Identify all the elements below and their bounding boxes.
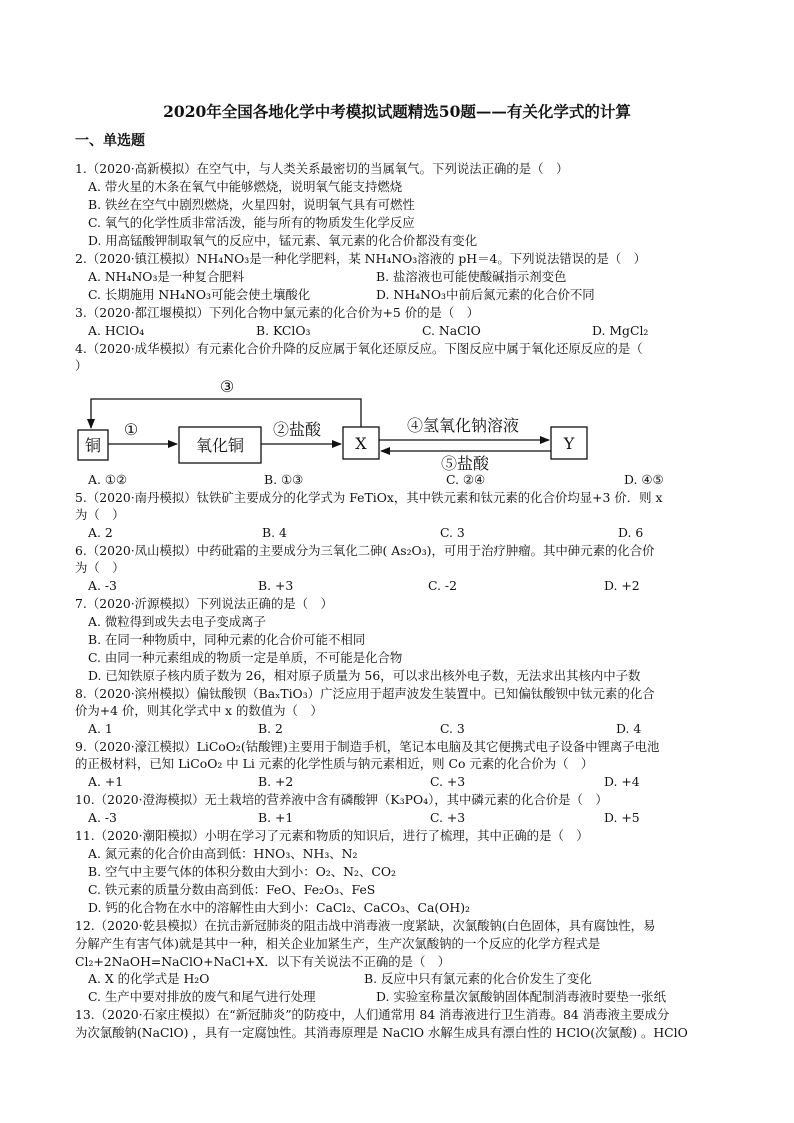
question-12-stem: 12.（2020·乾县模拟）在抗击新冠肺炎的阻击战中消毒液一度紧缺，次氯酸钠(白色固体，具有腐蚀性，易 (75, 918, 656, 933)
question-4-option-c: C. ②④ (446, 472, 486, 487)
question-11-option-a: A. 氮元素的化合价由高到低：HNO₃、NH₃、N₂ (88, 846, 358, 861)
question-7-option-b: B. 在同一种物质中，同种元素的化合价可能不相同 (88, 632, 366, 647)
question-9-option-d: D. +4 (604, 774, 640, 789)
question-1-stem: 1.（2020·高新模拟）在空气中，与人类关系最密切的当属氧气。下列说法正确的是（ ） (75, 161, 569, 176)
question-8-stem: 8.（2020·滨州模拟）偏钛酸钡（BaₓTiO₃）广泛应用于超声波发生装置中。已知偏钛酸钡中钛元素的化合 (75, 686, 655, 701)
question-12-option-c: C. 生产中要对排放的废气和尾气进行处理 (88, 989, 316, 1004)
arrow-1-label: ① (123, 420, 139, 439)
reaction-diagram (75, 372, 615, 472)
question-12-stem-line3: Cl₂+2NaOH=NaClO+NaCl+X．以下有关说法不正确的是（ ） (75, 954, 451, 969)
question-6-stem-end: 为（ ） (75, 560, 125, 575)
question-4-option-a: A. ①② (88, 472, 128, 487)
question-12-option-d: D. 实验室称量次氯酸钠固体配制消毒液时要垫一张纸 (376, 989, 666, 1004)
question-5-option-d: D. 6 (618, 525, 644, 540)
question-7-option-a: A. 微粒得到或失去电子变成离子 (88, 614, 266, 629)
question-9-option-c: C. +3 (430, 774, 466, 789)
question-5-stem-end: 为（ ） (75, 507, 125, 522)
question-4-option-b: B. ①③ (264, 472, 304, 487)
question-1-option-a: A. 带火星的木条在氧气中能够燃烧，说明氧气能支持燃烧 (88, 179, 403, 194)
question-3-stem: 3.（2020·都江堰模拟）下列化合物中氯元素的化合价为+5 价的是（ ） (75, 305, 480, 320)
question-9-stem-line2: 的正极材料，已知 LiCoO₂ 中 Li 元素的化学性质与钠元素相近，则 Co 元素的化合价为（ ） (75, 756, 594, 771)
question-12-stem-line2: 分解产生有害气体)就是其中一种，相关企业加紧生产，生产次氯酸钠的一个反应的化学方程式是 (75, 936, 601, 951)
question-4-option-d: D. ④⑤ (624, 472, 664, 487)
question-3-option-d: D. MgCl₂ (592, 323, 649, 338)
question-7-option-c: C. 由同一种元素组成的物质一定是单质，不可能是化合物 (88, 650, 403, 665)
question-11-stem: 11.（2020·潮阳模拟）小明在学习了元素和物质的知识后，进行了梳理，其中正确的是（ ） (75, 828, 589, 843)
question-6-option-b: B. +3 (258, 578, 294, 593)
question-8-option-c: C. 3 (440, 721, 465, 736)
question-1-option-c: C. 氧气的化学性质非常活泼，能与所有的物质发生化学反应 (88, 215, 415, 230)
question-2-option-d: D. NH₄NO₃中前后氮元素的化合价不同 (376, 287, 595, 302)
copper-label: 铜 (84, 436, 102, 455)
question-6-stem: 6.（2020·凤山模拟）中药砒霜的主要成分为三氧化二砷( As₂O₃)，可用于治疗肿瘤。其中砷元素的化合价 (75, 543, 655, 558)
question-13-stem-line2: 为次氯酸钠(NaClO) ，具有一定腐蚀性。其消毒原理是 NaClO 水解生成具有漂白性的 HClO(次氯酸) 。HClO (75, 1025, 688, 1040)
question-5-option-b: B. 4 (262, 525, 287, 540)
question-8-option-d: D. 4 (616, 721, 642, 736)
question-10-option-d: D. +5 (604, 810, 640, 825)
question-9-stem: 9.（2020·濠江模拟）LiCoO₂(钴酸锂)主要用于制造手机，笔记本电脑及其它便携式电子设备中锂离子电池 (75, 739, 660, 754)
question-13-stem: 13.（2020·石家庄模拟）在“新冠肺炎”的防疫中，人们通常用 84 消毒液进行卫生消毒。84 消毒液主要成分 (75, 1007, 670, 1022)
question-2-option-a: A. NH₄NO₃是一种复合肥料 (88, 269, 245, 284)
arrow-3-label: ③ (219, 377, 235, 396)
question-7-stem: 7.（2020·沂源模拟）下列说法正确的是（ ） (75, 596, 333, 611)
question-7-option-d: D. 已知铁原子核内质子数为 26，相对原子质量为 56，可以求出核外电子数，无法求出其核内中子数 (88, 668, 641, 683)
question-6-option-a: A. -3 (88, 578, 117, 593)
question-11-option-c: C. 铁元素的质量分数由高到低：FeO、Fe₂O₃、FeS (88, 882, 376, 897)
question-10-stem: 10.（2020·澄海模拟）无土栽培的营养液中含有磷酸钾（K₃PO₄），其中磷元素的化合价是（ ） (75, 792, 608, 807)
question-12-option-a: A. X 的化学式是 H₂O (88, 971, 210, 986)
question-10-option-b: B. +1 (258, 810, 294, 825)
y-label: Y (563, 434, 575, 453)
reaction-diagram-svg (75, 372, 615, 472)
arrow-4-label: ④氢氧化钠溶液 (406, 416, 520, 435)
question-9-option-b: B. +2 (258, 774, 294, 789)
arrow-2-label: ②盐酸 (272, 420, 322, 439)
question-4-stem: 4.（2020·成华模拟）有元素化合价升降的反应属于氧化还原反应。下图反应中属于氧化还原反应的是（ (75, 341, 643, 356)
question-8-stem-end: 价为+4 价，则其化学式中 x 的数值为（ ） (75, 703, 323, 718)
question-5-option-c: C. 3 (440, 525, 465, 540)
question-3-option-a: A. HClO₄ (88, 323, 145, 338)
question-8-option-b: B. 2 (258, 721, 283, 736)
arrow-5-label: ⑤盐酸 (440, 454, 490, 472)
question-1-option-b: B. 铁丝在空气中剧烈燃烧，火星四射，说明氧气具有可燃性 (88, 197, 415, 212)
question-2-stem: 2.（2020·镇江模拟）NH₄NO₃是一种化学肥料，某 NH₄NO₃溶液的 pH＝4。下列说法错误的是（ ） (75, 251, 647, 266)
question-10-option-a: A. -3 (88, 810, 117, 825)
question-3-option-b: B. KClO₃ (256, 323, 311, 338)
question-2-option-c: C. 长期施用 NH₄NO₃可能会使土壤酸化 (88, 287, 311, 302)
question-3-option-c: C. NaClO (422, 323, 481, 338)
section-heading: 一、单选题 (75, 133, 145, 149)
copper-oxide-label: 氧化铜 (195, 436, 245, 455)
question-12-option-b: B. 反应中只有氯元素的化合价发生了变化 (364, 971, 592, 986)
question-4-stem-end: ） (75, 358, 88, 373)
question-1-option-d: D. 用高锰酸钾制取氧气的反应中，锰元素、氧元素的化合价都没有变化 (88, 233, 478, 248)
document-title: 2020年全国各地化学中考模拟试题精选50题——有关化学式的计算 (163, 102, 631, 121)
question-6-option-c: C. -2 (428, 578, 457, 593)
question-11-option-d: D. 钙的化合物在水中的溶解性由大到小：CaCl₂、CaCO₃、Ca(OH)₂ (88, 900, 471, 915)
question-8-option-a: A. 1 (88, 721, 113, 736)
question-11-option-b: B. 空气中主要气体的体积分数由大到小：O₂、N₂、CO₂ (88, 864, 396, 879)
question-2-option-b: B. 盐溶液也可能使酸碱指示剂变色 (376, 269, 567, 284)
question-5-stem: 5.（2020·南丹模拟）钛铁矿主要成分的化学式为 FeTiOx，其中铁元素和钛元素的化合价均显+3 价．则 x (75, 490, 663, 505)
question-6-option-d: D. +2 (604, 578, 640, 593)
x-label: X (355, 434, 367, 453)
question-10-option-c: C. +3 (430, 810, 466, 825)
question-9-option-a: A. +1 (88, 774, 124, 789)
question-5-option-a: A. 2 (88, 525, 113, 540)
